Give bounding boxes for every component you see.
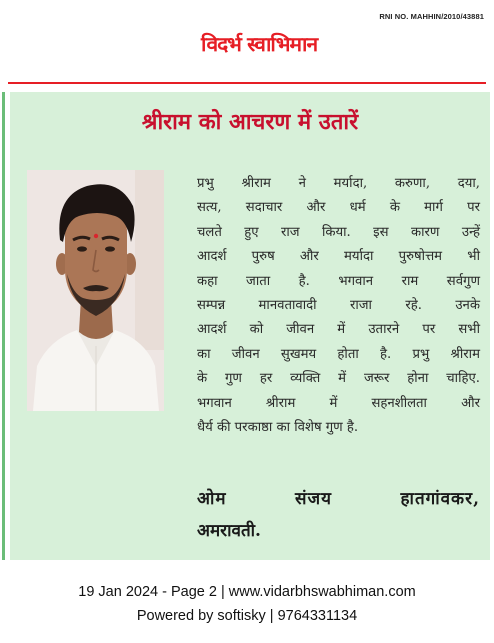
article-headline: श्रीराम को आचरण में उतारें — [141, 110, 359, 135]
author-portrait-illustration — [27, 170, 164, 411]
body-line: आदर्श को जीवन में उतारने पर सभी — [197, 322, 480, 338]
body-line: भगवान श्रीराम में सहनशीलता और — [197, 395, 480, 411]
footer-powered-by: Powered by softisky | 9764331134 — [136, 608, 358, 624]
body-line: धैर्य की परकाष्ठा का विशेष गुण है. — [197, 420, 359, 436]
masthead — [0, 0, 494, 88]
body-line: सत्य, सदाचार और धर्म के मार्ग पर — [197, 200, 480, 216]
body-line: के गुण हर व्यक्ति में जरूर होना चाहिए. — [197, 371, 480, 387]
body-line: सम्पन्न मानवतावादी राजा रहे. उनके — [197, 298, 480, 314]
page-footer — [0, 580, 494, 628]
body-line: प्रभु श्रीराम ने मर्यादा, करुणा, दया, — [197, 176, 480, 191]
body-line: का जीवन सुखमय होता है. प्रभु श्रीराम — [197, 346, 480, 362]
article-body — [197, 172, 480, 440]
author-photo — [27, 170, 164, 411]
body-line: कहा जाता है. भगवान राम सर्वगुण — [197, 273, 480, 289]
newspaper-logo: विदर्भ स्वाभिमान — [201, 32, 318, 56]
masthead-divider — [8, 82, 486, 84]
body-line: चलते हुए राज किया. इस कारण उन्हें — [197, 224, 480, 240]
article-left-rule — [2, 92, 5, 560]
author-byline — [197, 483, 480, 547]
author-name: ओम संजय हातगांवकर, — [197, 489, 480, 509]
rni-number: RNI NO. MAHHIN/2010/43881 — [379, 12, 484, 21]
author-place: अमरावती. — [197, 521, 261, 541]
footer-date-site: 19 Jan 2024 - Page 2 | www.vidarbhswabhiman.com — [78, 584, 416, 600]
article-card — [10, 92, 490, 560]
body-line: आदर्श पुरुष और मर्यादा पुरुषोत्तम भी — [197, 249, 480, 265]
